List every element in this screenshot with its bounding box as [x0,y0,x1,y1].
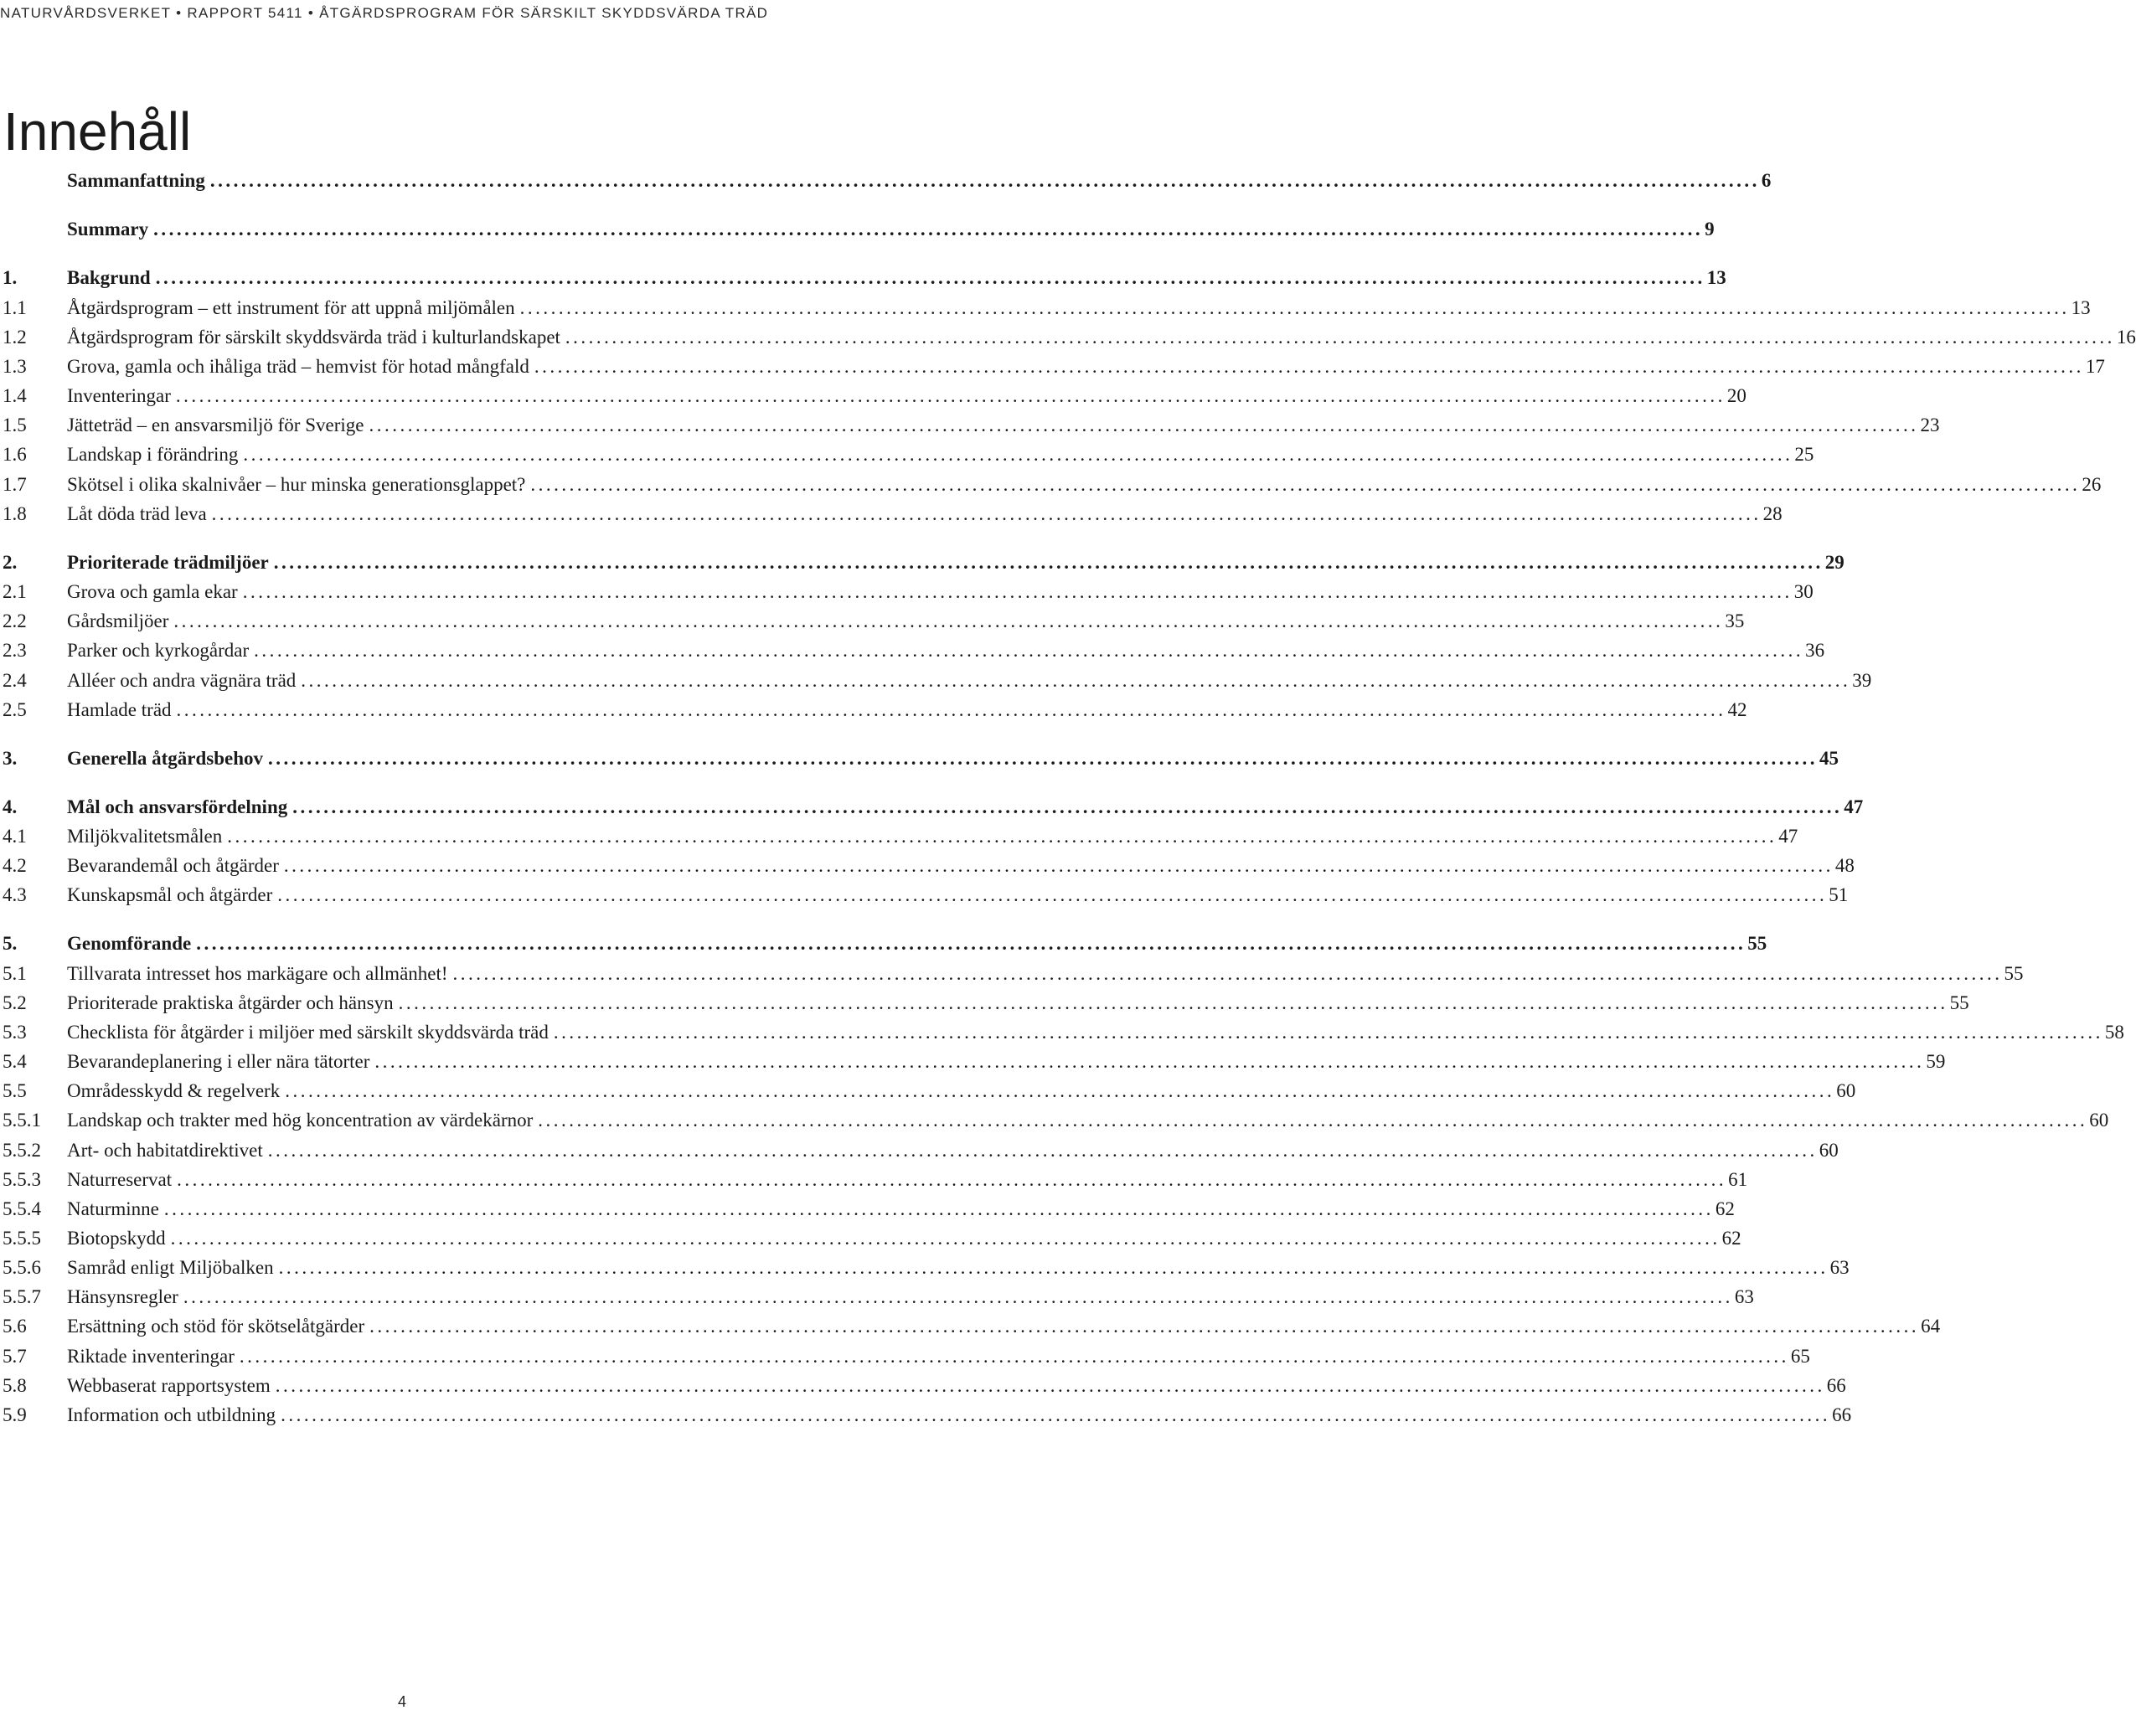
toc-entry-number: 3. [3,748,18,769]
toc-entry-title: Hänsynsregler [67,1286,178,1307]
toc-entry-title: Områdesskydd & regelverk [67,1080,281,1101]
toc-entry-title: Skötsel i olika skalnivåer – hur minska generationsglappet? [67,474,526,495]
toc-entry-page: 66 [1826,1375,1846,1396]
toc-entry-page: 6 [1761,170,1772,191]
toc-entry-page: 55 [1949,992,1969,1013]
toc-entry-number: 1.5 [3,415,27,435]
toc-entry-page: 9 [1705,219,1715,240]
toc-entry[interactable] [3,410,1940,440]
toc-entry-title: Riktade inventeringar [67,1346,235,1367]
toc-entry-title: Hamlade träd [67,699,172,720]
toc-entry-number: 5.4 [3,1051,27,1072]
toc-entry-page: 63 [1734,1286,1754,1307]
toc-entry-number: 5.5.5 [3,1228,41,1249]
toc-entry-title: Ersättning och stöd för skötselåtgärder [67,1316,365,1337]
toc-entry-title: Gårdsmiljöer [67,610,169,631]
toc-entry-title: Bevarandeplanering i eller nära tätorter [67,1051,370,1072]
toc-entry-title: Grova, gamla och ihåliga träd – hemvist för hotad mångfald [67,356,529,377]
toc-entry[interactable] [3,381,1746,411]
toc-entry[interactable] [3,1253,1850,1283]
dot-leader: ........................................................................................................................................................................................................ [530,474,2081,495]
toc-entry-number: 1.2 [3,327,27,348]
toc-entry[interactable] [3,1047,1946,1077]
toc-entry-number: 5.5.7 [3,1286,41,1307]
toc-entry-title: Åtgärdsprogram för särskilt skyddsvärda träd i kulturlandskapet [67,327,560,348]
toc-entry-page: 30 [1793,581,1814,602]
dot-leader: ........................................................................................................................................................................................................ [243,444,1793,465]
toc-entry-number: 4. [3,796,18,817]
toc-entry-title: Naturminne [67,1198,159,1219]
dot-leader: ........................................................................................................................................................................................................ [173,610,1724,631]
toc-entry-number: 5.3 [3,1022,27,1043]
dot-leader: ........................................................................................................................................................................................................ [242,581,1793,602]
toc-entry-number: 2.5 [3,699,27,720]
toc-entry-title: Bakgrund [67,267,151,288]
toc-entry-number: 5.5.4 [3,1198,41,1219]
page-number: 4 [397,1693,406,1710]
dot-leader: ........................................................................................................................................................................................................ [281,1404,1831,1425]
toc-entry-number: 5.2 [3,992,27,1013]
toc-entry-page: 35 [1725,610,1745,631]
toc-entry-page: 48 [1834,855,1855,876]
toc-entry-title: Generella åtgärdsbehov [67,748,264,769]
toc-entry-title: Kunskapsmål och åtgärder [67,884,273,905]
toc-entry[interactable] [3,929,1767,959]
dot-leader: ........................................................................................................................................................................................................ [267,1140,1818,1161]
toc-entry-title: Webbaserat rapportsystem [67,1375,271,1396]
dot-leader: ........................................................................................................................................................................................................ [452,963,2003,984]
dot-leader: ........................................................................................................................................................................................................ [277,884,1828,905]
toc-entry-number: 1.3 [3,356,27,377]
toc-entry-page: 20 [1726,385,1746,406]
toc-entry[interactable] [3,548,1844,578]
dot-leader: ........................................................................................................................................................................................................ [163,1198,1714,1219]
toc-entry-page: 47 [1778,826,1798,847]
toc-entry[interactable] [3,263,1726,293]
toc-entry[interactable] [3,744,1839,774]
toc-entry-page: 60 [1819,1140,1839,1161]
toc-entry-number: 2.4 [3,670,27,691]
toc-entry[interactable] [3,1105,2109,1136]
dot-leader: ........................................................................................................................................................................................................ [398,992,1948,1013]
toc-entry-page: 28 [1762,503,1783,524]
toc-entry-page: 61 [1728,1169,1748,1190]
toc-entry[interactable] [3,880,1849,910]
toc-entry[interactable] [3,1223,1741,1254]
toc-entry-page: 66 [1832,1404,1852,1425]
toc-entry-page: 60 [1836,1080,1856,1101]
dot-leader: ........................................................................................................................................................................................................ [211,503,1762,524]
toc-entry-page: 39 [1852,670,1872,691]
toc-entry-page: 29 [1824,552,1844,573]
toc-entry-title: Grova och gamla ekar [67,581,238,602]
dot-leader: ........................................................................................................................................................................................................ [278,1257,1829,1278]
toc-entry-number: 1.6 [3,444,27,465]
toc-entry-number: 5.5.3 [3,1169,41,1190]
toc-entry[interactable] [3,959,2024,989]
toc-entry-page: 45 [1819,748,1839,769]
toc-entry[interactable] [3,499,1783,529]
dot-leader: ........................................................................................................................................................................................................ [285,1080,1835,1101]
dot-leader: ........................................................................................................................................................................................................ [374,1051,1925,1072]
toc-entry[interactable] [3,822,1798,852]
toc-entry-page: 62 [1715,1198,1735,1219]
toc-entry-number: 2.1 [3,581,27,602]
dot-leader: ........................................................................................................................................................................................................ [369,1316,1920,1337]
toc-entry-title: Checklista för åtgärder i miljöer med särskilt skyddsvärda träd [67,1022,549,1043]
toc-entry-page: 64 [1921,1316,1941,1337]
dot-leader: ........................................................................................................................................................................................................ [170,1228,1721,1249]
dot-leader: ........................................................................................................................................................................................................ [268,748,1819,769]
toc-entry-title: Biotopskydd [67,1228,166,1249]
toc-entry-number: 1.1 [3,297,27,318]
dot-leader: ........................................................................................................................................................................................................ [369,415,1919,435]
toc-entry-title: Bevarandemål och åtgärder [67,855,279,876]
toc-entry-title: Miljökvalitetsmålen [67,826,223,847]
toc-entry-number: 4.2 [3,855,27,876]
toc-entry-title: Prioriterade trädmiljöer [67,552,269,573]
toc-entry-number: 5.5.6 [3,1257,41,1278]
toc-entry-number: 5.9 [3,1404,27,1425]
toc-entry-title: Samråd enligt Miljöbalken [67,1257,274,1278]
toc-entry-number: 2. [3,552,18,573]
dot-leader: ........................................................................................................................................................................................................ [519,297,2070,318]
toc-entry-number: 5. [3,933,18,954]
toc-entry[interactable] [3,792,1864,822]
toc-entry-page: 25 [1794,444,1814,465]
toc-entry-title: Genomförande [67,933,192,954]
dot-leader: ........................................................................................................................................................................................................ [176,699,1726,720]
dot-leader: ........................................................................................................................................................................................................ [553,1022,2103,1043]
toc-entry[interactable] [3,695,1747,725]
toc-entry-page: 63 [1829,1257,1850,1278]
toc-entry[interactable] [3,1194,1735,1224]
toc-entry-page: 65 [1790,1346,1810,1367]
toc-entry-title: Landskap i förändring [67,444,239,465]
toc-entry-page: 60 [2089,1110,2109,1131]
toc-entry[interactable] [3,1400,1852,1430]
dot-leader: ........................................................................................................................................................................................................ [565,327,2115,348]
dot-leader: ........................................................................................................................................................................................................ [275,1375,1825,1396]
toc-entry[interactable] [3,352,2105,382]
page-title: Innehåll [3,101,192,162]
toc-entry[interactable] [3,1076,1856,1106]
toc-entry-page: 51 [1829,884,1849,905]
toc-entry-number: 1. [3,267,18,288]
toc-entry-title: Jätteträd – en ansvarsmiljö för Sverige [67,415,364,435]
toc-entry-number: 4.3 [3,884,27,905]
toc-entry-page: 36 [1805,640,1825,661]
toc-entry-title: Mål och ansvarsfördelning [67,796,288,817]
dot-leader: ........................................................................................................................................................................................................ [534,356,2084,377]
toc-entry-number: 1.7 [3,474,27,495]
toc-entry[interactable] [3,470,2102,500]
toc-entry[interactable] [3,851,1855,881]
dot-leader: ........................................................................................................................................................................................................ [227,826,1777,847]
toc-entry-title: Låt döda träd leva [67,503,207,524]
toc-entry-number: 2.2 [3,610,27,631]
toc-entry-number: 1.8 [3,503,27,524]
dot-leader: ........................................................................................................................................................................................................ [153,219,1704,240]
toc-entry-number: 1.4 [3,385,27,406]
toc-entry-number: 5.5.1 [3,1110,41,1131]
dot-leader: ........................................................................................................................................................................................................ [196,933,1746,954]
toc-entry[interactable] [3,1371,1846,1401]
dot-leader: ........................................................................................................................................................................................................ [538,1110,2088,1131]
toc-entry[interactable] [3,166,1772,196]
dot-leader: ........................................................................................................................................................................................................ [209,170,1760,191]
toc-entry-title: Prioriterade praktiska åtgärder och hänsyn [67,992,394,1013]
dot-leader: ........................................................................................................................................................................................................ [183,1286,1733,1307]
toc-entry[interactable] [3,1136,1839,1166]
dot-leader: ........................................................................................................................................................................................................ [254,640,1804,661]
toc-entry-number: 5.6 [3,1316,27,1337]
toc-entry-page: 58 [2104,1022,2124,1043]
toc-entry-title: Naturreservat [67,1169,173,1190]
toc-entry-title: Alléer och andra vägnära träd [67,670,297,691]
toc-entry[interactable] [3,1165,1748,1195]
toc-entry-page: 13 [2071,297,2091,318]
toc-entry-page: 62 [1721,1228,1741,1249]
toc-entry-title: Landskap och trakter med hög koncentration av värdekärnor [67,1110,534,1131]
toc-entry-title: Inventeringar [67,385,171,406]
toc-entry-number: 5.8 [3,1375,27,1396]
toc-entry[interactable] [3,1311,1941,1342]
toc-entry-number: 5.5 [3,1080,27,1101]
toc-entry[interactable] [3,1282,1754,1312]
toc-entry-title: Information och utbildning [67,1404,276,1425]
toc-entry[interactable] [3,1017,2124,1048]
dot-leader: ........................................................................................................................................................................................................ [177,1169,1727,1190]
toc-entry-title: Tillvarata intresset hos markägare och allmänhet! [67,963,448,984]
toc-entry-page: 42 [1727,699,1747,720]
toc-entry-title: Parker och kyrkogårdar [67,640,250,661]
toc-entry-number: 2.3 [3,640,27,661]
toc-entry-page: 16 [2116,327,2136,348]
toc-entry[interactable] [3,666,1872,696]
dot-leader: ........................................................................................................................................................................................................ [239,1346,1789,1367]
dot-leader: ........................................................................................................................................................................................................ [292,796,1843,817]
running-header: NATURVÅRDSVERKET • RAPPORT 5411 • ÅTGÄRDSPROGRAM FÖR SÄRSKILT SKYDDSVÄRDA TRÄD [0,5,769,21]
toc-entry-page: 47 [1844,796,1864,817]
dot-leader: ........................................................................................................................................................................................................ [175,385,1726,406]
toc-entry-title: Summary [67,219,149,240]
toc-entry-number: 5.1 [3,963,27,984]
toc-entry[interactable] [3,293,2091,323]
toc-entry-page: 17 [2085,356,2105,377]
toc-entry[interactable] [3,636,1825,666]
toc-entry[interactable] [3,988,1969,1018]
toc-entry-number: 5.5.2 [3,1140,41,1161]
dot-leader: ........................................................................................................................................................................................................ [283,855,1834,876]
toc-entry[interactable] [3,606,1745,636]
toc-entry[interactable] [3,1342,1810,1372]
toc-entry[interactable] [3,322,2136,353]
toc-entry-number: 5.7 [3,1346,27,1367]
toc-entry-title: Art- och habitatdirektivet [67,1140,263,1161]
toc-entry-page: 26 [2082,474,2102,495]
dot-leader: ........................................................................................................................................................................................................ [301,670,1851,691]
toc-entry[interactable] [3,214,1715,245]
toc-entry-page: 13 [1706,267,1726,288]
dot-leader: ........................................................................................................................................................................................................ [273,552,1824,573]
toc-entry-page: 23 [1920,415,1940,435]
dot-leader: ........................................................................................................................................................................................................ [155,267,1705,288]
toc-entry-number: 4.1 [3,826,27,847]
toc-entry-title: Åtgärdsprogram – ett instrument för att uppnå miljömålen [67,297,515,318]
toc-entry-title: Sammanfattning [67,170,205,191]
toc-entry-page: 55 [1747,933,1767,954]
toc-entry-page: 55 [2004,963,2024,984]
toc-entry-page: 59 [1926,1051,1946,1072]
toc-entry[interactable] [3,440,1814,470]
toc-entry[interactable] [3,577,1814,607]
